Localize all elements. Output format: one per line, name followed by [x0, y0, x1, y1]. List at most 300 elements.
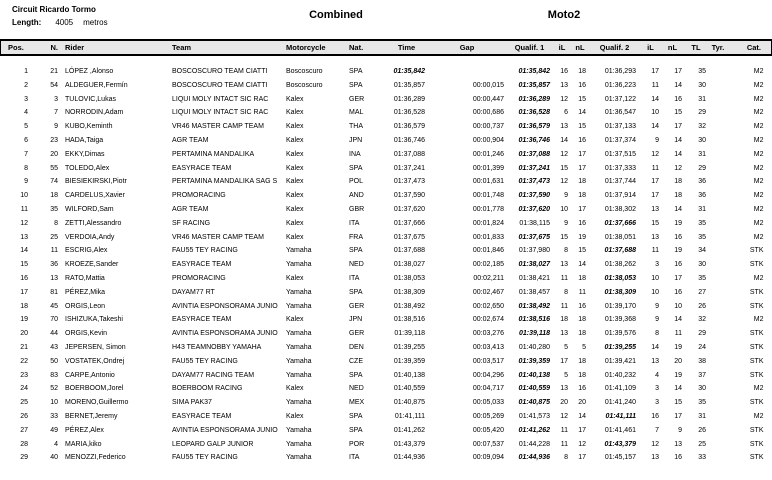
cell-rider: RATO,Mattia	[65, 274, 105, 282]
table-row	[1, 134, 772, 148]
cell-rider: EKKY,Dimas	[65, 150, 105, 158]
cell-nl2: 17	[674, 274, 682, 282]
cell-gap: 00:05,420	[472, 426, 504, 434]
cell-pos: 5	[24, 123, 28, 131]
cell-q1: 01:38,492	[518, 302, 550, 310]
cell-team: AVINTIA ESPONSORAMA JUNIO	[172, 330, 278, 338]
column-header-nl2: nL	[661, 40, 684, 55]
circuit-name: Circuit Ricardo Tormo	[12, 5, 96, 14]
cell-q2: 01:39,421	[604, 357, 636, 365]
cell-nat: ITA	[349, 274, 360, 282]
cell-time: 01:38,027	[393, 261, 425, 269]
header-row	[1, 40, 772, 55]
cell-time: 01:43,379	[393, 440, 425, 448]
cell-n: 25	[50, 233, 58, 241]
results-head	[1, 40, 772, 55]
cell-motorcycle: Yamaha	[286, 371, 312, 379]
cell-tl: 29	[698, 164, 706, 172]
cell-q1: 01:38,457	[518, 288, 550, 296]
cell-q2: 01:36,547	[604, 109, 636, 117]
cell-nl2: 19	[674, 343, 682, 351]
column-header-rider: Rider	[60, 40, 169, 55]
cell-nat: GER	[349, 95, 365, 103]
cell-team: H43 TEAMNOBBY YAMAHA	[172, 343, 262, 351]
cell-il2: 14	[651, 343, 659, 351]
cell-gap: 00:02,674	[472, 316, 504, 324]
cell-nat: GER	[349, 302, 365, 310]
cell-n: 10	[50, 399, 58, 407]
cell-tyr	[708, 93, 728, 107]
cell-il1: 12	[560, 178, 568, 186]
cell-nat: JPN	[349, 136, 363, 144]
cell-cat: M2	[753, 412, 764, 420]
cell-nl2: 9	[678, 426, 682, 434]
cell-motorcycle: Yamaha	[286, 330, 312, 338]
cell-tl: 30	[698, 261, 706, 269]
cell-gap: 00:01,824	[472, 219, 504, 227]
cell-q2: 01:37,122	[604, 95, 636, 103]
cell-nat: POR	[349, 440, 365, 448]
cell-team: BOERBOOM RACING	[172, 385, 243, 393]
cell-nl1: 18	[578, 192, 586, 200]
cell-q1: 01:37,675	[518, 233, 550, 241]
cell-tl: 30	[698, 81, 706, 89]
table-row	[1, 396, 772, 410]
cell-pos: 16	[20, 274, 28, 282]
cell-q2: 01:38,302	[604, 205, 636, 213]
sheet-header	[0, 0, 741, 39]
table-row	[1, 286, 772, 300]
column-header-n: N.	[34, 40, 60, 55]
cell-q1: 01:35,857	[518, 81, 550, 89]
cell-nat: ITA	[349, 454, 360, 462]
cell-q1: 01:38,115	[519, 219, 550, 227]
cell-tl: 36	[698, 178, 706, 186]
cell-team: SIMA PAK37	[172, 399, 212, 407]
cell-nl2: 13	[674, 440, 682, 448]
cell-tyr	[708, 341, 728, 355]
cell-q2: 01:37,374	[604, 136, 636, 144]
cell-gap: 00:05,269	[472, 412, 504, 420]
cell-il1: 13	[560, 261, 568, 269]
cell-tyr	[708, 286, 728, 300]
cell-gap: 00:00,904	[472, 136, 504, 144]
cell-team: DAYAM77 RT	[172, 288, 215, 296]
cell-il1: 12	[560, 150, 568, 158]
cell-cat: M2	[753, 385, 764, 393]
cell-gap: 00:09,094	[472, 454, 504, 462]
cell-n: 50	[50, 357, 58, 365]
cell-il2: 14	[651, 95, 659, 103]
cell-motorcycle: Yamaha	[286, 261, 312, 269]
cell-nat: GER	[349, 330, 365, 338]
cell-rider: BIESIEKIRSKI,Piotr	[65, 178, 127, 186]
cell-tyr	[708, 217, 728, 231]
cell-tl: 32	[698, 123, 706, 131]
cell-q2: 01:40,232	[604, 371, 636, 379]
column-header-q2: Qualif. 2	[589, 40, 640, 55]
cell-il2: 14	[651, 123, 659, 131]
cell-rider: PÉREZ,Alex	[65, 426, 104, 434]
cell-q1: 01:37,088	[518, 150, 550, 158]
cell-tyr	[708, 258, 728, 272]
cell-team: EASYRACE TEAM	[172, 164, 232, 172]
cell-motorcycle: Kalex	[286, 385, 304, 393]
cell-cat: STK	[749, 302, 764, 310]
cell-motorcycle: Yamaha	[286, 302, 312, 310]
cell-pos: 1	[24, 68, 28, 75]
cell-motorcycle: Kalex	[286, 205, 304, 213]
cell-q2: 01:39,255	[604, 343, 636, 351]
cell-n: 49	[50, 426, 58, 434]
cell-cat: STK	[749, 343, 764, 351]
table-row	[1, 93, 772, 107]
cell-time: 01:39,359	[393, 357, 425, 365]
cell-cat: M2	[753, 95, 764, 103]
cell-il2: 13	[651, 454, 659, 462]
cell-nl1: 14	[578, 412, 586, 420]
cell-il1: 9	[564, 219, 568, 227]
cell-tyr	[708, 79, 728, 93]
cell-il1: 10	[560, 205, 568, 213]
cell-team: PERTAMINA MANDALIKA SAG S	[172, 178, 278, 186]
cell-gap: 00:01,399	[472, 164, 504, 172]
cell-n: 54	[50, 81, 58, 89]
cell-nl2: 16	[674, 288, 682, 296]
cell-nl2: 14	[674, 136, 682, 144]
cell-tl: 35	[698, 274, 706, 282]
cell-gap: 00:02,467	[472, 288, 504, 296]
cell-rider: CARPE,Antonio	[65, 371, 115, 379]
cell-team: PROMORACING	[172, 274, 226, 282]
cell-q2: 01:37,914	[604, 192, 636, 200]
cell-il1: 12	[560, 412, 568, 420]
cell-il2: 13	[651, 357, 659, 365]
cell-nat: POL	[349, 178, 364, 186]
cell-team: EASYRACE TEAM	[172, 412, 232, 420]
cell-il2: 10	[651, 288, 659, 296]
cell-q2: 01:39,576	[604, 330, 636, 338]
cell-nl2: 18	[674, 178, 682, 186]
column-header-time: Time	[385, 40, 428, 55]
cell-time: 01:37,666	[393, 219, 425, 227]
cell-il2: 17	[651, 192, 659, 200]
cell-il2: 13	[651, 205, 659, 213]
cell-rider: WILFORD,Sam	[65, 205, 114, 213]
cell-tl: 35	[698, 233, 706, 241]
cell-pos: 24	[20, 385, 28, 393]
class-title: Moto2	[547, 9, 581, 21]
cell-gap: 00:07,537	[472, 440, 504, 448]
cell-il2: 3	[655, 261, 659, 269]
cell-rider: CARDELUS,Xavier	[65, 192, 125, 200]
cell-nl1: 14	[578, 109, 586, 117]
cell-pos: 19	[20, 316, 28, 324]
cell-rider: ALDEGUER,Fermín	[65, 81, 128, 89]
cell-nl1: 17	[578, 164, 586, 172]
cell-il2: 9	[655, 302, 659, 310]
cell-pos: 9	[24, 178, 28, 186]
cell-gap: 00:01,833	[472, 233, 504, 241]
cell-nl2: 15	[674, 399, 682, 407]
cell-il1: 14	[560, 136, 568, 144]
cell-nat: THA	[349, 123, 363, 131]
cell-rider: PÉREZ,Mika	[65, 288, 106, 296]
cell-team: FAU55 TEY RACING	[172, 247, 238, 255]
cell-cat: STK	[749, 371, 764, 379]
cell-q2: 01:43,379	[604, 440, 636, 448]
cell-pos: 23	[20, 371, 28, 379]
cell-team: LEOPARD GALP JUNIOR	[172, 440, 254, 448]
cell-pos: 28	[20, 440, 28, 448]
cell-tl: 35	[698, 399, 706, 407]
cell-q2: 01:41,461	[604, 426, 636, 434]
cell-tl: 27	[698, 288, 706, 296]
session-title: Combined	[309, 9, 363, 21]
cell-q1: 01:36,289	[518, 95, 550, 103]
cell-cat: M2	[753, 150, 764, 158]
cell-nl2: 18	[674, 192, 682, 200]
table-row	[1, 300, 772, 314]
cell-cat: M2	[753, 123, 764, 131]
cell-time: 01:36,746	[393, 136, 425, 144]
cell-gap: 00:00,447	[472, 95, 504, 103]
cell-il1: 15	[560, 164, 568, 172]
cell-q1: 01:41,262	[518, 426, 550, 434]
table-row	[1, 106, 772, 120]
cell-il2: 10	[651, 274, 659, 282]
cell-il1: 13	[560, 123, 568, 131]
cell-tyr	[708, 162, 728, 176]
cell-pos: 25	[20, 399, 28, 407]
cell-gap: 00:04,296	[472, 371, 504, 379]
cell-motorcycle: Yamaha	[286, 288, 312, 296]
cell-motorcycle: Yamaha	[286, 454, 312, 462]
cell-nl2: 16	[674, 95, 682, 103]
cell-tyr	[708, 244, 728, 258]
cell-cat: STK	[749, 399, 764, 407]
table-row	[1, 244, 772, 258]
cell-time: 01:37,473	[393, 178, 425, 186]
cell-cat: STK	[749, 357, 764, 365]
cell-motorcycle: Kalex	[286, 95, 304, 103]
cell-tl: 32	[698, 316, 706, 324]
cell-q2: 01:38,309	[604, 288, 636, 296]
cell-n: 36	[50, 261, 58, 269]
cell-q1: 01:39,118	[518, 330, 550, 338]
cell-tl: 36	[698, 192, 706, 200]
cell-n: 20	[50, 150, 58, 158]
cell-nl1: 18	[578, 316, 586, 324]
cell-il2: 4	[655, 371, 659, 379]
cell-rider: KROEZE,Sander	[65, 261, 119, 269]
cell-q2: 01:37,744	[604, 178, 636, 186]
cell-time: 01:38,492	[393, 302, 425, 310]
cell-motorcycle: Yamaha	[286, 426, 312, 434]
cell-tyr	[708, 313, 728, 327]
column-header-nl1: nL	[571, 40, 589, 55]
cell-nl2: 19	[674, 371, 682, 379]
cell-tl: 31	[698, 205, 706, 213]
cell-pos: 22	[20, 357, 28, 365]
cell-time: 01:38,309	[393, 288, 425, 296]
column-header-motorcycle: Motorcycle	[285, 40, 348, 55]
cell-nl1: 20	[578, 399, 586, 407]
cell-nl1: 15	[578, 95, 586, 103]
table-row	[1, 203, 772, 217]
cell-il1: 12	[560, 95, 568, 103]
cell-cat: M2	[753, 164, 764, 172]
cell-q2: 01:37,133	[604, 123, 636, 131]
cell-il2: 10	[651, 109, 659, 117]
cell-tyr	[708, 231, 728, 245]
cell-nl1: 18	[578, 274, 586, 282]
cell-il1: 18	[560, 316, 568, 324]
cell-cat: M2	[753, 233, 764, 241]
cell-rider: TULOVIC,Lukas	[65, 95, 116, 103]
cell-pos: 29	[20, 454, 28, 462]
cell-n: 18	[50, 192, 58, 200]
cell-nl2: 16	[674, 454, 682, 462]
cell-motorcycle: Yamaha	[286, 399, 312, 407]
cell-tl: 37	[698, 371, 706, 379]
cell-rider: HADA,Taiga	[65, 136, 104, 144]
cell-tyr	[708, 134, 728, 148]
cell-q1: 01:36,528	[518, 109, 550, 117]
cell-tyr	[708, 189, 728, 203]
cell-tl: 30	[698, 385, 706, 393]
cell-q2: 01:38,053	[604, 274, 636, 282]
cell-team: VR46 MASTER CAMP TEAM	[172, 233, 264, 241]
cell-pos: 4	[24, 109, 28, 117]
table-row	[1, 424, 772, 438]
cell-q1: 01:44,228	[518, 440, 550, 448]
cell-il1: 20	[560, 399, 568, 407]
cell-nat: SPA	[349, 371, 363, 379]
cell-il2: 8	[655, 330, 659, 338]
cell-team: FAU55 TEY RACING	[172, 454, 238, 462]
cell-nl2: 14	[674, 81, 682, 89]
cell-cat: STK	[749, 440, 764, 448]
cell-motorcycle: Kalex	[286, 274, 304, 282]
cell-pos: 6	[24, 136, 28, 144]
cell-q1: 01:35,842	[518, 68, 550, 75]
cell-team: EASYRACE TEAM	[172, 261, 232, 269]
cell-nl2: 16	[674, 233, 682, 241]
cell-nl1: 18	[578, 178, 586, 186]
cell-q2: 01:37,666	[604, 219, 636, 227]
table-row	[1, 382, 772, 396]
cell-il1: 6	[564, 109, 568, 117]
cell-tyr	[708, 327, 728, 341]
cell-nl1: 5	[582, 343, 586, 351]
table-row	[1, 55, 772, 79]
cell-tyr	[708, 120, 728, 134]
cell-team: LIQUI MOLY INTACT SIC RAC	[172, 95, 269, 103]
cell-team: AVINTIA ESPONSORAMA JUNIO	[172, 302, 278, 310]
cell-il1: 15	[560, 233, 568, 241]
cell-n: 4	[54, 440, 58, 448]
cell-tl: 25	[698, 440, 706, 448]
table-row	[1, 451, 772, 465]
cell-tl: 24	[698, 343, 706, 351]
cell-nl1: 19	[578, 233, 586, 241]
cell-nl2: 14	[674, 150, 682, 158]
cell-n: 8	[54, 219, 58, 227]
cell-il2: 7	[655, 426, 659, 434]
table-row	[1, 369, 772, 383]
cell-time: 01:40,875	[393, 399, 425, 407]
cell-cat: M2	[753, 136, 764, 144]
cell-q1: 01:38,421	[518, 274, 550, 282]
table-row	[1, 258, 772, 272]
cell-rider: TOLEDO,Alex	[65, 164, 110, 172]
table-row	[1, 148, 772, 162]
cell-pos: 7	[24, 150, 28, 158]
cell-q1: 01:37,241	[518, 164, 550, 172]
cell-team: VR46 MASTER CAMP TEAM	[172, 123, 264, 131]
cell-gap: 00:01,846	[472, 247, 504, 255]
cell-cat: M2	[753, 109, 764, 117]
cell-gap	[428, 55, 506, 79]
cell-rider: BOERBOOM,Jorel	[65, 385, 124, 393]
cell-nl1: 11	[578, 288, 586, 296]
cell-n: 11	[50, 247, 58, 255]
cell-time: 01:38,053	[393, 274, 425, 282]
cell-pos: 14	[20, 247, 28, 255]
cell-time: 01:37,675	[393, 233, 425, 241]
cell-pos: 13	[20, 233, 28, 241]
cell-il2: 11	[651, 164, 659, 172]
cell-n: 74	[50, 178, 58, 186]
cell-nl1: 17	[578, 454, 586, 462]
cell-nat: AND	[349, 192, 364, 200]
cell-n: 70	[50, 316, 58, 324]
cell-q1: 01:41,573	[518, 412, 550, 420]
column-header-q1: Qualif. 1	[506, 40, 553, 55]
cell-q1: 01:40,875	[518, 399, 550, 407]
cell-gap: 00:00,686	[472, 109, 504, 117]
cell-nl2: 14	[674, 385, 682, 393]
cell-tyr	[708, 410, 728, 424]
cell-q1: 01:37,590	[518, 192, 550, 200]
cell-q2: 01:41,111	[605, 412, 636, 420]
cell-nl1: 18	[578, 371, 586, 379]
cell-gap: 00:01,631	[472, 178, 504, 186]
cell-nl1: 18	[578, 330, 586, 338]
cell-tl: 38	[698, 357, 706, 365]
cell-q1: 01:44,936	[518, 454, 550, 462]
cell-team: LIQUI MOLY INTACT SIC RAC	[172, 109, 269, 117]
cell-q2: 01:37,688	[604, 247, 636, 255]
cell-gap: 00:00,015	[472, 81, 504, 89]
cell-il1: 17	[560, 357, 568, 365]
cell-pos: 27	[20, 426, 28, 434]
cell-il2: 9	[655, 136, 659, 144]
cell-n: 23	[50, 136, 58, 144]
cell-nl1: 16	[578, 219, 586, 227]
cell-time: 01:37,088	[393, 150, 425, 158]
cell-il1: 8	[564, 288, 568, 296]
column-header-pos: Pos.	[1, 40, 35, 55]
cell-pos: 12	[20, 219, 28, 227]
cell-tyr	[708, 148, 728, 162]
cell-nat: JPN	[349, 316, 363, 324]
results-table	[0, 39, 772, 465]
cell-gap: 00:00,737	[472, 123, 504, 131]
cell-nl1: 17	[578, 205, 586, 213]
cell-gap: 00:03,517	[472, 357, 504, 365]
